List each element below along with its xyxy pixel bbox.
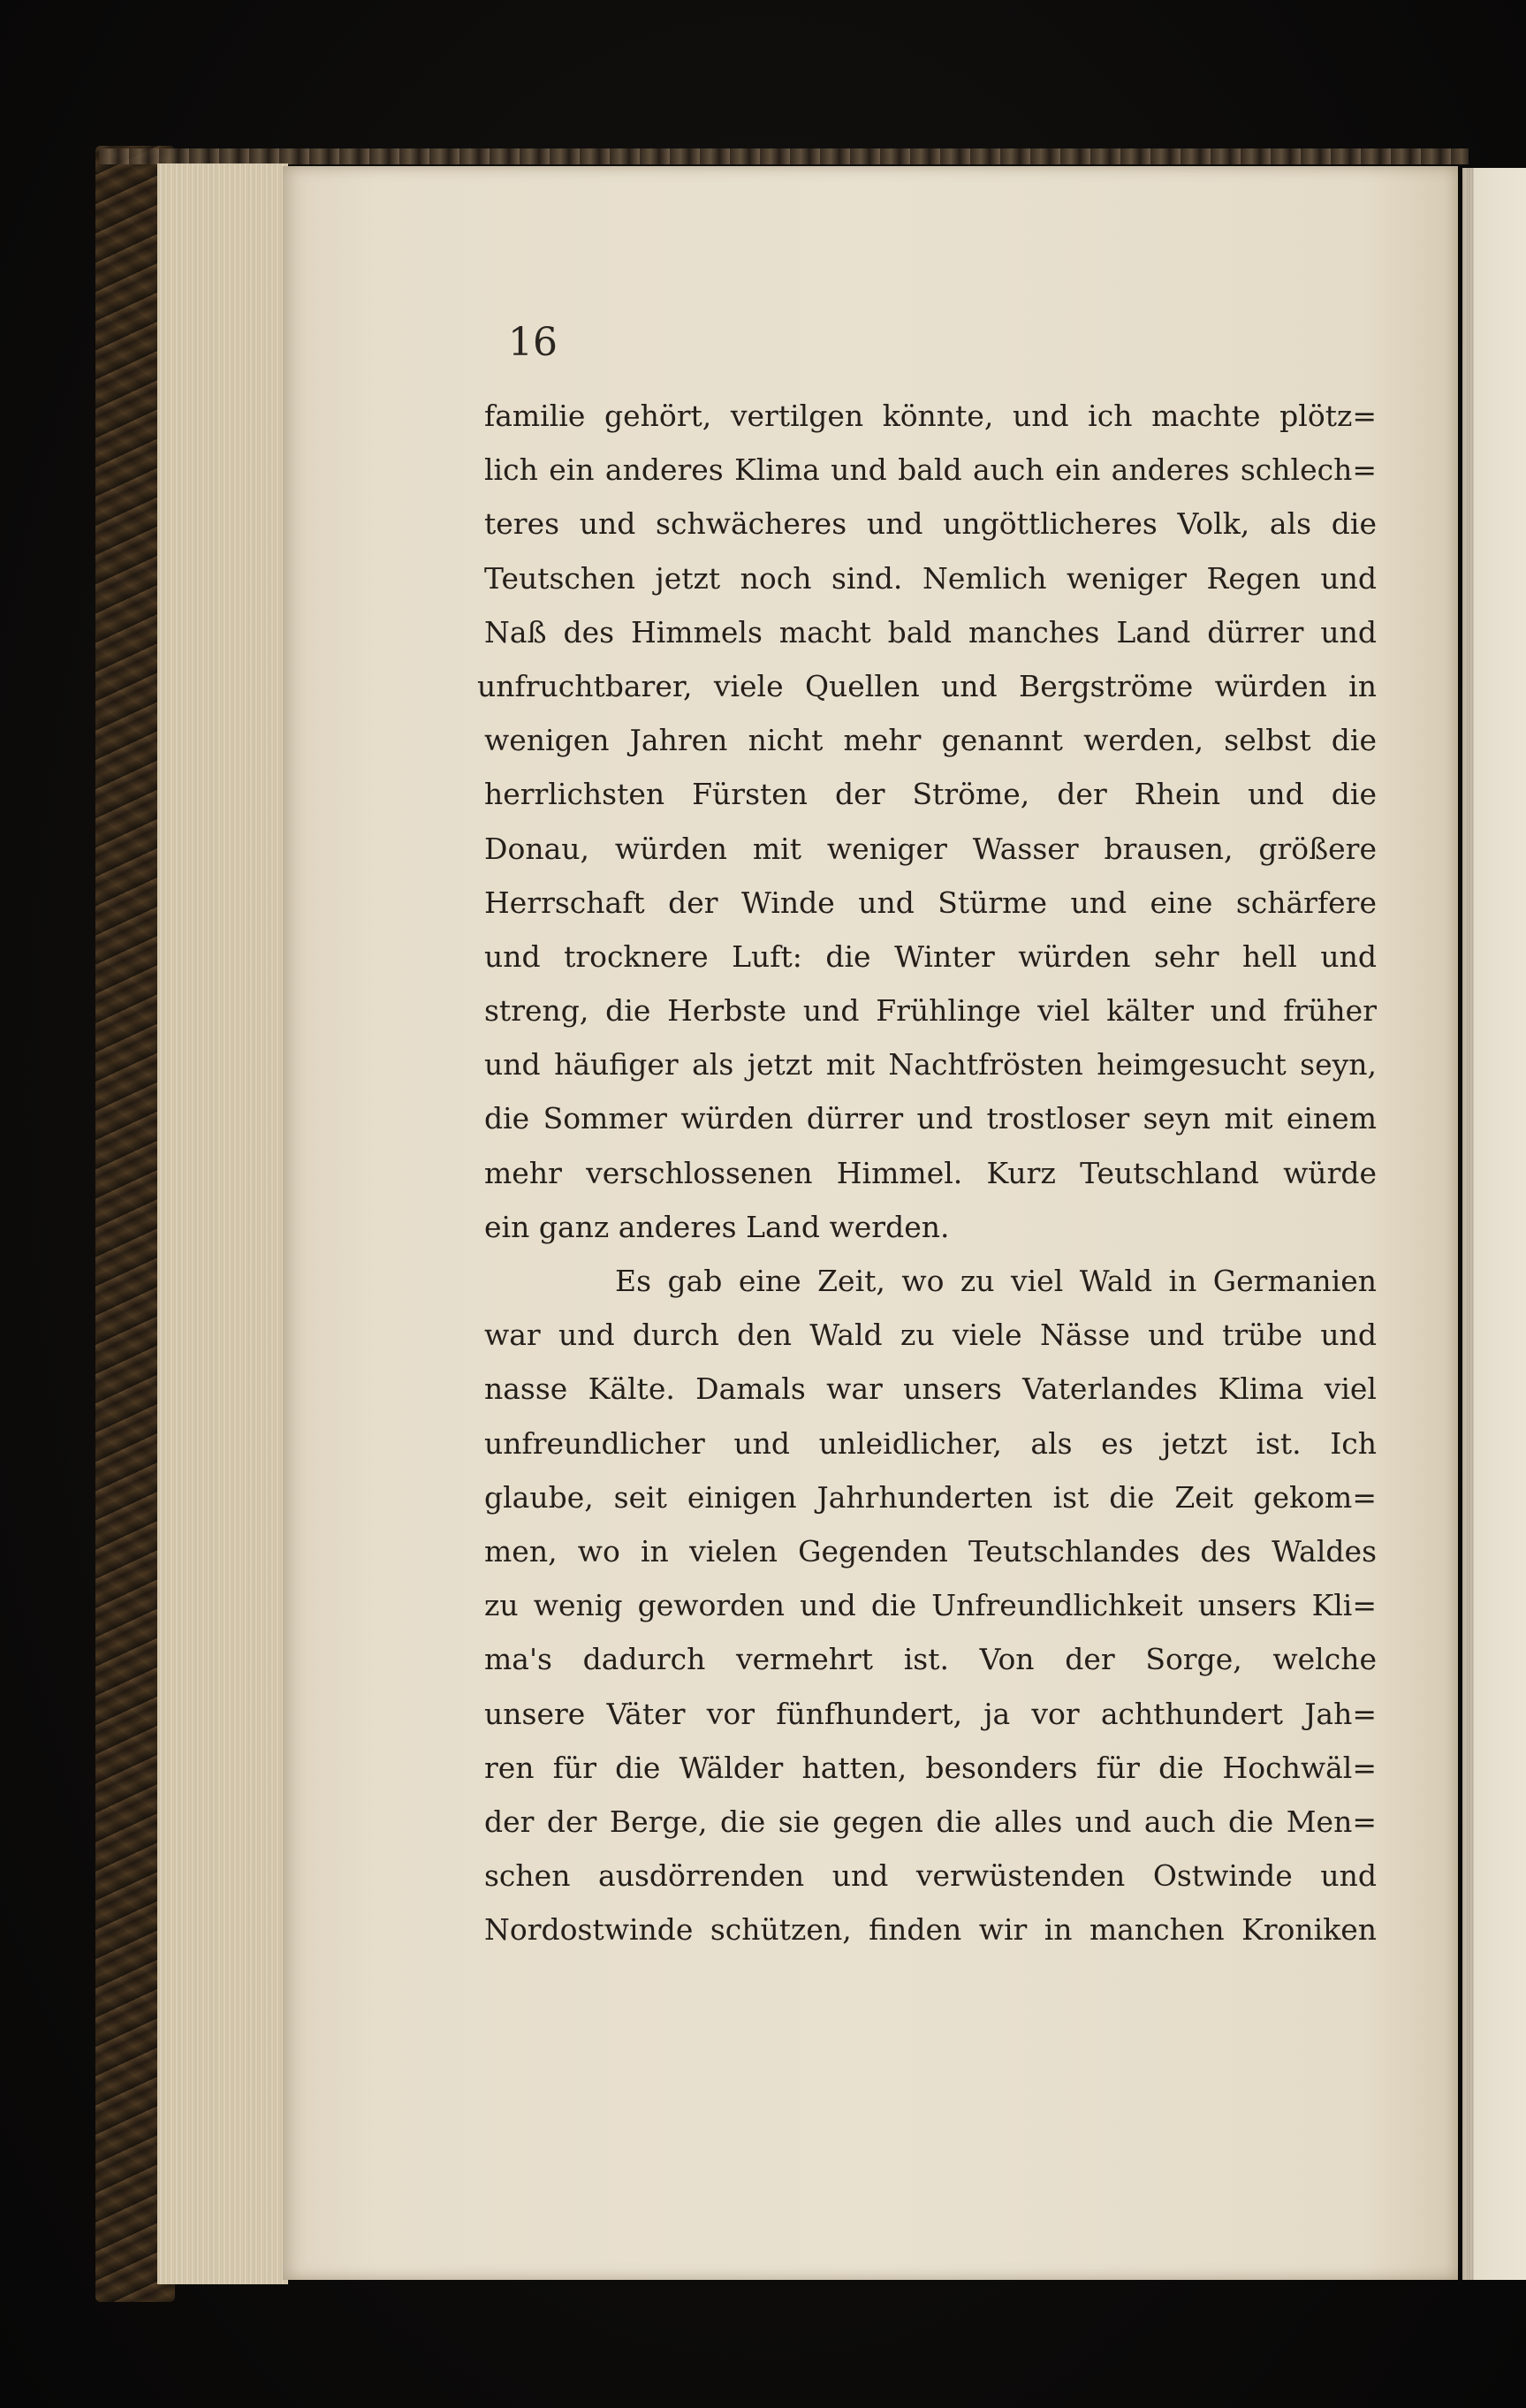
- text-line: streng, die Herbste und Frühlinge viel kälter und früher: [484, 993, 1377, 1029]
- text-line: Naß des Himmels macht bald manches Land dürrer und: [484, 614, 1377, 649]
- text-line: Es gab eine Zeit, wo zu viel Wald in Germanien: [615, 1264, 1377, 1298]
- page-text: [477, 389, 1377, 1956]
- text-line: und trocknere Luft: die Winter würden sehr hell und: [484, 938, 1377, 974]
- cover-top-edge: [99, 148, 1469, 164]
- page-number: 16: [508, 320, 558, 365]
- text-line: die Sommer würden dürrer und trostloser seyn mit einem: [484, 1101, 1377, 1136]
- text-line: ein ganz anderes Land werden.: [484, 1209, 950, 1244]
- text-line: wenigen Jahren nicht mehr genannt werden, selbst die: [484, 723, 1377, 758]
- text-line: mehr verschlossenen Himmel. Kurz Teutschland würde: [484, 1155, 1377, 1190]
- text-line: war und durch den Wald zu viele Nässe und trübe und: [484, 1318, 1377, 1353]
- text-line: der der Berge, die sie gegen die alles und auch die Men=: [484, 1804, 1377, 1839]
- text-line: ma's dadurch vermehrt ist. Von der Sorge, welche: [484, 1642, 1377, 1677]
- text-line: Herrschaft der Winde und Stürme und eine schärfere: [484, 885, 1377, 920]
- text-line: Nordostwinde schützen, finden wir in manchen Kroniken: [484, 1912, 1377, 1948]
- text-line: unfruchtbarer, viele Quellen und Bergströme würden in: [477, 668, 1377, 703]
- text-line: nasse Kälte. Damals war unsers Vaterlandes Klima viel: [484, 1371, 1377, 1407]
- text-line: glaube, seit einigen Jahrhunderten ist die Zeit gekom=: [484, 1479, 1377, 1515]
- text-line: ren für die Wälder hatten, besonders für die Hochwäl=: [484, 1750, 1377, 1785]
- text-line: Teutschen jetzt noch sind. Nemlich weniger Regen und: [484, 560, 1377, 596]
- text-line: lich ein anderes Klima und bald auch ein anderes schlech=: [484, 452, 1377, 488]
- text-line: familie gehört, vertilgen könnte, und ich machte plötz=: [484, 399, 1377, 433]
- text-line: teres und schwächeres und ungöttlicheres Volk, als die: [484, 506, 1377, 542]
- text-line: schen ausdörrenden und verwüstenden Ostwinde und: [484, 1858, 1377, 1894]
- facing-page-gutter: [1467, 168, 1474, 2280]
- text-line: men, wo in vielen Gegenden Teutschlandes des Waldes: [484, 1533, 1377, 1569]
- text-line: und häufiger als jetzt mit Nachtfrösten heimgesucht seyn,: [484, 1047, 1377, 1082]
- text-line: zu wenig geworden und die Unfreundlichkeit unsers Kli=: [484, 1588, 1377, 1623]
- text-line: unfreundlicher und unleidlicher, als es jetzt ist. Ich: [484, 1425, 1377, 1461]
- text-line: unsere Väter vor fünfhundert, ja vor achthundert Jah=: [484, 1696, 1377, 1731]
- text-line: herrlichsten Fürsten der Ströme, der Rhein und die: [484, 777, 1377, 812]
- text-line: Donau, würden mit weniger Wasser brausen, größere: [484, 831, 1377, 866]
- page-stack-edge: [157, 163, 288, 2284]
